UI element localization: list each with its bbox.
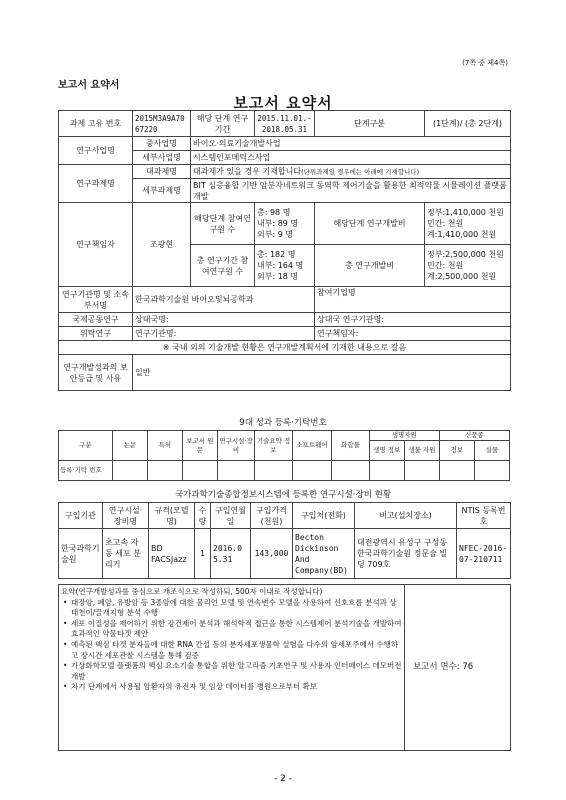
total-staff-external: 외부: 18 명 — [257, 272, 299, 281]
summary-table — [58, 584, 511, 751]
perf-h-variety: 신품종 — [439, 431, 509, 441]
proj-big-note: (단위과제일 경우에는 아래에 기재합니다) — [301, 167, 420, 176]
period-value: 2015.11.01.- 2018.05.31 — [255, 111, 315, 137]
document-title: 보고서 요약서 — [233, 94, 333, 112]
page-footer: - 2 - — [274, 774, 292, 784]
security-value: 일반 — [133, 355, 511, 391]
summary-item: • 예측된 핵심 타겟 분자들에 대한 RNA 간섭 등의 분자세포생물학 실험을 다수의 암세포주에서 수행하고 장시간 세포관찰 시스템을 통해 검증 — [71, 640, 402, 661]
equip-h-vendor: 구입처(전화) — [293, 503, 355, 529]
equip-qty: 1 — [195, 529, 211, 579]
perf-h-report: 보고서 원문 — [182, 431, 217, 461]
perf-h-paper: 논문 — [112, 431, 147, 461]
equip-h-ntis: NTIS 등록번호 — [457, 503, 511, 529]
perf-cell — [332, 461, 369, 481]
perf-h-var-info: 정보 — [439, 441, 474, 461]
equip-h-name: 연구시설·장비명 — [103, 503, 149, 529]
perf-cell — [404, 461, 439, 481]
consign-org: 연구기관명: — [133, 327, 315, 341]
stage-cost-label: 해당단계 연구개발비 — [315, 203, 425, 245]
note: ※ 국내 외의 기술개발 현황은 연구개발계획서에 기재한 내용으로 갈음 — [59, 341, 511, 355]
task-no: 2015M3A9A7067220 — [133, 111, 191, 137]
stage-cost-total: 계:1,410,000 천원 — [427, 230, 497, 239]
intl-label: 국제공동연구 — [59, 313, 133, 327]
summary-item: • 세포 이질성을 제어하기 위한 강건제어 분석과 해석학적 접근을 통한 시스템제어 분석기술을 개발하여 효과적인 약물타겟 제안 — [71, 619, 402, 640]
perf-cell — [255, 461, 292, 481]
equipment-table — [58, 502, 511, 579]
stage-staff — [255, 203, 315, 245]
total-cost-gov: 정부:2,500,000 천원 — [427, 250, 504, 259]
perf-caption: 9대 성과 등록·기탁번호 — [239, 418, 327, 428]
perf-cell — [217, 461, 254, 481]
pi-label: 연구책임자 — [59, 203, 133, 287]
total-cost-private: 민간: 천원 — [427, 261, 464, 270]
equip-date: 2016.05.31 — [211, 529, 251, 579]
summary-item: • 대장암, 폐암, 유방암 등 3종암에 대한 물리언 모델 및 연속변수 모델을 사용하여 신호흐름 분석과 상태천이/끌개지형 분석 수행 — [71, 598, 402, 619]
summary-info-table — [58, 110, 511, 391]
total-cost-total: 계:2,500,000 천원 — [427, 272, 497, 281]
equip-model: BD FACSJazz — [149, 529, 195, 579]
page-indicator: (7쪽 중 제4쪽) — [462, 59, 508, 67]
total-staff-internal: 내부: 164 명 — [257, 261, 304, 270]
summary-list — [61, 598, 402, 693]
biz-mid: 바이오·의료기술개발사업 — [191, 137, 511, 151]
equip-buyer: 한국과학기술원 — [59, 529, 103, 579]
biz-detail: 시스템인포메틱스사업 — [191, 151, 511, 165]
summary-item: • 가상화학모델 플랫폼의 핵심 요소기술 통합을 위한 알고리즘 기초연구 및 사용자 인터페이스 데모버전 개발 — [71, 661, 402, 682]
perf-h-software: 소프트웨어 — [292, 431, 332, 461]
equip-ntis: NFEC-2016-07-210711 — [457, 529, 511, 579]
perf-h-compound: 화합물 — [332, 431, 369, 461]
total-staff — [255, 245, 315, 287]
intl-country: 상대국명: — [133, 313, 315, 327]
perf-h-var-real: 실물 — [474, 441, 509, 461]
total-cost — [425, 245, 511, 287]
consign-label: 위탁연구 — [59, 327, 133, 341]
equip-h-qty: 수량 — [195, 503, 211, 529]
equip-caption: 국가과학기술종합정보시스템에 등록한 연구시설·장비 현황 — [174, 490, 392, 500]
period-label: 해당 단계 연구 기간 — [191, 111, 255, 137]
equip-vendor: Becton Dickinson And Company(BD) — [293, 529, 355, 579]
total-staff-label: 총 연구기간 참여연구원 수 — [191, 245, 255, 287]
biz-detail-label: 세부사업명 — [133, 151, 191, 165]
perf-h-bio: 생명자원 — [369, 431, 439, 441]
stage-staff-external: 외부: 9 명 — [257, 230, 294, 239]
section-title: 보고서 요약서 — [58, 80, 120, 91]
perf-h-patent: 특허 — [147, 431, 182, 461]
summary-item: • 차기 단계에서 사용될 암환자의 유전자 및 임상 데이터를 병원으로부터 확보 — [71, 682, 402, 693]
proj-big-label: 대과제명 — [133, 165, 191, 179]
stage-staff-internal: 내부: 89 명 — [257, 219, 299, 228]
perf-cell — [182, 461, 217, 481]
perf-row-label: 등록·기탁 번호 — [59, 461, 113, 481]
security-label: 연구개발성과의 보안등급 및 사유 — [59, 355, 133, 391]
equip-h-price: 구입가격(천원) — [251, 503, 293, 529]
equip-location: 대전광역시 유성구 구성동 한국과학기술원 정문술 빌딩 709호 — [355, 529, 457, 579]
summary-box — [59, 585, 405, 751]
perf-cell — [147, 461, 182, 481]
proj-label: 연구과제명 — [59, 165, 133, 203]
perf-cell — [439, 461, 474, 481]
perf-h-bio-res: 생물 자원 — [404, 441, 439, 461]
stage-cost-gov: 정부:1,410,000 천원 — [427, 208, 504, 217]
proj-big — [191, 165, 511, 179]
consign-pi: 연구책임자: — [315, 327, 511, 341]
performance-table — [58, 430, 510, 481]
stage-label: 단계구분 — [315, 111, 425, 137]
org-value: 한국과학기술원 바이오및뇌공학과 — [133, 287, 315, 313]
intl-org: 상대국 연구기관명: — [315, 313, 511, 327]
stage-staff-label: 해당단계 참여연구원 수 — [191, 203, 255, 245]
perf-h-bio-info: 생명 정보 — [369, 441, 404, 461]
stage-staff-total: 총: 98 명 — [257, 208, 291, 217]
equip-h-location: 비고(설치장소) — [355, 503, 457, 529]
equip-name: 초고속 자동 세포 분리기 — [103, 529, 149, 579]
equip-h-date: 구입연월일 — [211, 503, 251, 529]
part-org-label: 참여기업명 — [315, 287, 511, 313]
equip-h-model: 규격(모델명) — [149, 503, 195, 529]
pi-name: 조광현 — [133, 203, 191, 287]
biz-label: 연구사업명 — [59, 137, 133, 165]
proj-detail-label: 세부과제명 — [133, 179, 191, 203]
report-pages: 보고서 면수: 76 — [405, 585, 511, 751]
task-no-label: 과제 고유 번호 — [59, 111, 133, 137]
perf-cell — [292, 461, 332, 481]
perf-h-div: 구분 — [59, 431, 113, 461]
equip-h-buyer: 구입기관 — [59, 503, 103, 529]
total-staff-total: 총: 182 명 — [257, 250, 296, 259]
org-label: 연구기관명 및 소속 부서명 — [59, 287, 133, 313]
perf-cell — [112, 461, 147, 481]
proj-big-text: 대과제가 있을 경우 기재합니다 — [193, 166, 302, 176]
stage-value: (1단계)/ (총 2단계) — [425, 111, 511, 137]
stage-cost-private: 민간: 천원 — [427, 219, 464, 228]
total-cost-label: 총 연구개발비 — [315, 245, 425, 287]
perf-h-facility: 연구시설·장비 — [217, 431, 254, 461]
equip-price: 143,000 — [251, 529, 293, 579]
stage-cost — [425, 203, 511, 245]
proj-detail: BIT 심층융합 기반 암분자네트워크 동역학 제어기술을 활용한 최적약물 시뮬레이션 플랫폼 개발 — [191, 179, 511, 203]
biz-mid-label: 중사업명 — [133, 137, 191, 151]
perf-h-summary: 기술요약 정보 — [255, 431, 292, 461]
perf-cell — [474, 461, 509, 481]
summary-header: 요약(연구개발성과를 중심으로 개조식으로 작성하되, 500자 이내로 작성합니다) — [61, 587, 323, 596]
perf-cell — [369, 461, 404, 481]
